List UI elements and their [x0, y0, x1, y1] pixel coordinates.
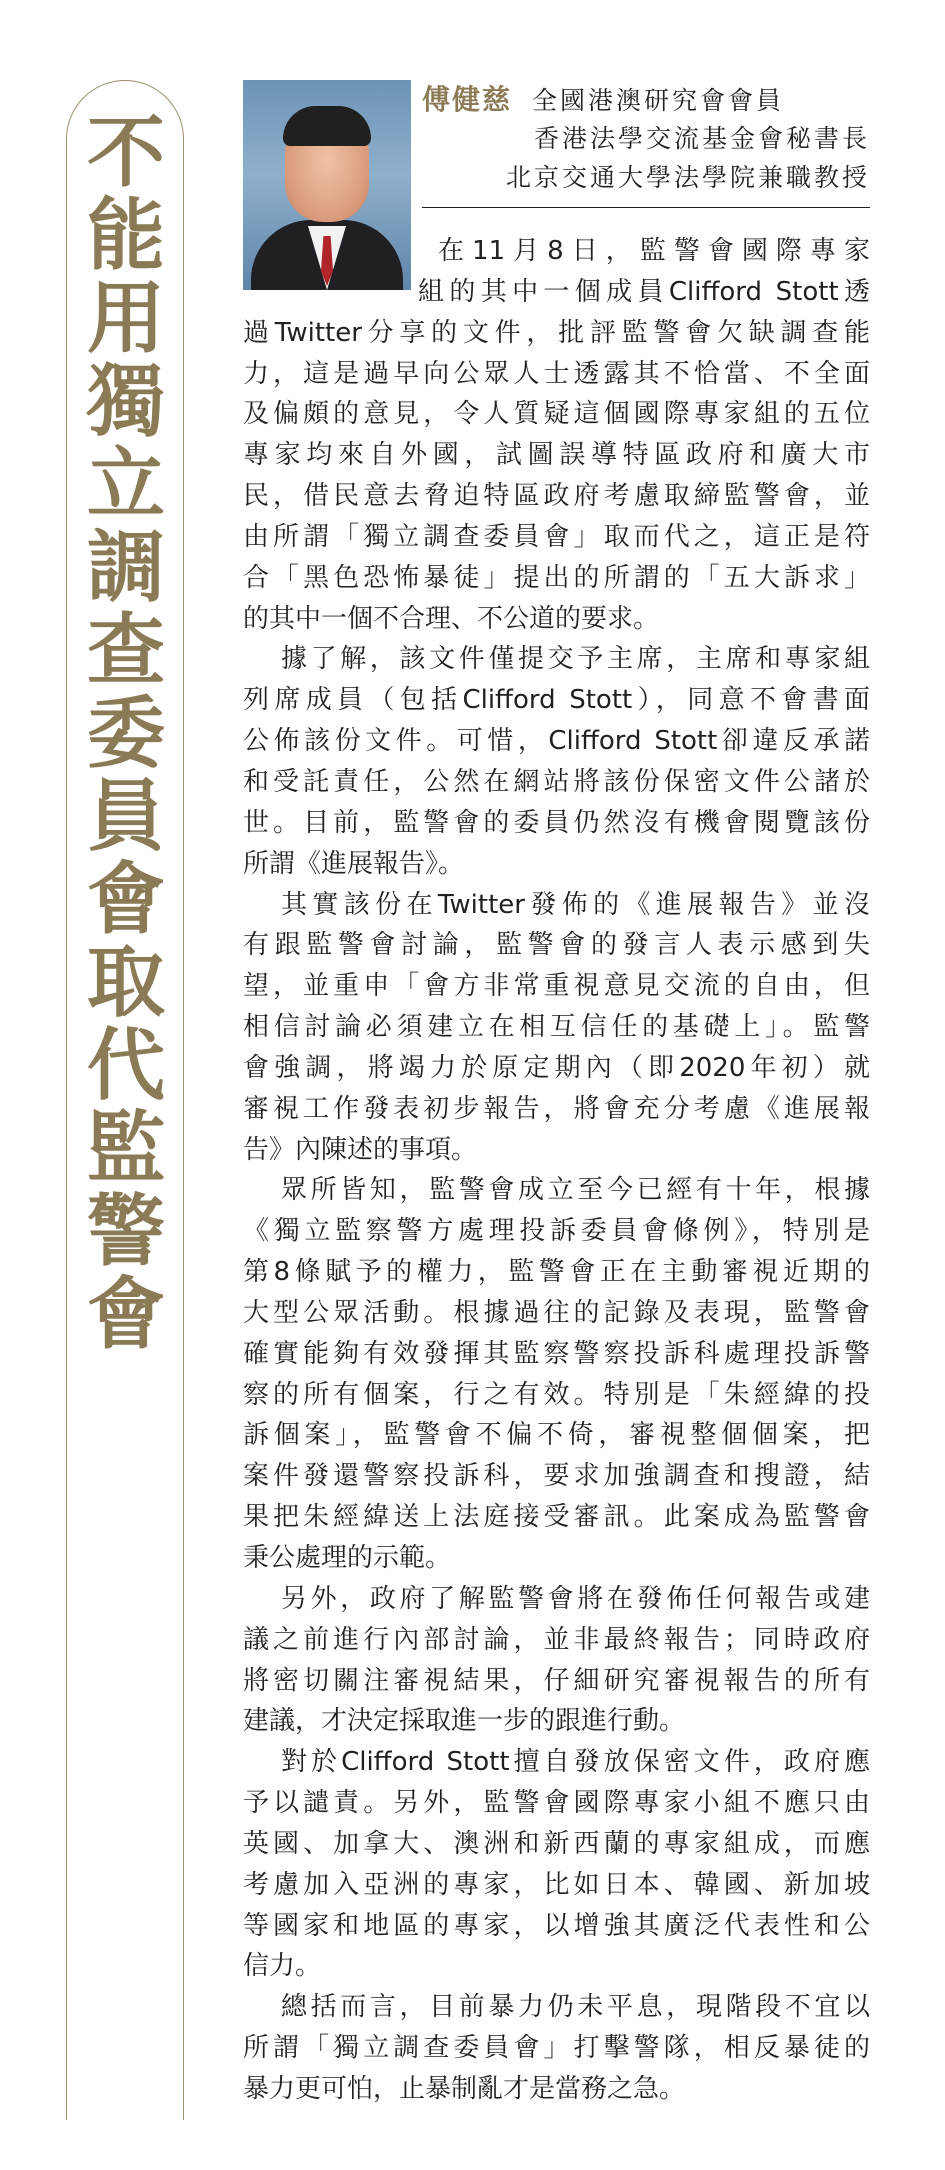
- body-line: 專家均來自外國，試圖誤導特區政府和廣大市: [243, 440, 870, 471]
- headline-char: 用: [86, 274, 165, 364]
- body-line: 所謂「獨立調查委員會」打擊警隊，相反暴徒的: [243, 2033, 870, 2064]
- body-line: 組的其中一個成員Clifford Stott透: [418, 276, 870, 307]
- body-line: 英國、加拿大、澳洲和新西蘭的專家組成，而應: [243, 1828, 870, 1859]
- body-line: 另外，政府了解監警會將在發佈任何報告或建: [281, 1583, 870, 1614]
- body-line: 公佈該份文件。可惜，Clifford Stott卻違反承諾: [243, 726, 870, 757]
- body-line: 望，並重申「會方非常重視意見交流的自由，但: [243, 971, 870, 1002]
- body-line: 予以譴責。另外，監警會國際專家小組不應只由: [243, 1788, 870, 1819]
- body-line: 合「黑色恐怖暴徒」提出的所謂的「五大訴求」: [243, 562, 870, 593]
- body-line: 大型公眾活動。根據過往的記錄及表現，監警會: [243, 1297, 870, 1328]
- body-line: 等國家和地區的專家，以增強其廣泛代表性和公: [243, 1910, 870, 1941]
- body-line: 對於Clifford Stott擅自發放保密文件，政府應: [281, 1747, 870, 1778]
- body-line: 相信討論必須建立在相互信任的基礎上」。監警: [243, 1012, 870, 1043]
- headline-char: 能: [86, 191, 165, 281]
- body-line: 議之前進行內部討論，並非最終報告；同時政府: [243, 1624, 870, 1655]
- headline-char: 會: [86, 855, 165, 945]
- body-line: 民，借民意去脅迫特區政府考慮取締監警會，並: [243, 481, 870, 512]
- author-title-3: 北京交通大學法學院兼職教授: [505, 163, 870, 192]
- headline-char: 警: [86, 1187, 165, 1277]
- body-line: 案件發還警察投訴科，要求加強調查和搜證，結: [243, 1461, 870, 1492]
- body-line: 果把朱經緯送上法庭接受審訊。此案成為監警會: [243, 1502, 870, 1533]
- body-line: 其實該份在Twitter發佈的《進展報告》並沒: [281, 889, 870, 920]
- body-line: 和受託責任，公然在網站將該份保密文件公諸於: [243, 766, 870, 797]
- body-line: 秉公處理的示範。: [243, 1543, 452, 1573]
- body-line: 考慮加入亞洲的專家，比如日本、韓國、新加坡: [243, 1869, 870, 1900]
- headline-char: 代: [86, 1021, 165, 1111]
- body-line: 確實能夠有效發揮其監察警察投訴科處理投訴警: [243, 1338, 870, 1369]
- body-line: 所謂《進展報告》。: [243, 848, 465, 879]
- body-line: 眾所皆知，監警會成立至今已經有十年，根據: [281, 1175, 870, 1206]
- author-row-1: [422, 80, 870, 119]
- body-line: 信力。: [243, 1951, 322, 1982]
- body-line: 及偏頗的意見，令人質疑這個國際專家組的五位: [243, 399, 870, 430]
- article-body: [243, 231, 870, 2110]
- body-line: 由所謂「獨立調查委員會」取而代之，這正是符: [243, 521, 870, 552]
- body-line: 告》內陳述的事項。: [243, 1134, 478, 1165]
- author-divider: [422, 207, 870, 208]
- author-title-2: 香港法學交流基金會秘書長: [533, 124, 870, 153]
- body-line: 力，這是過早向公眾人士透露其不恰當、不全面: [243, 358, 870, 389]
- headline-char: 查: [86, 606, 165, 696]
- author-name: 傅健慈: [422, 83, 513, 116]
- body-line: 據了解，該文件僅提交予主席，主席和專家組: [281, 644, 870, 675]
- headline-char: 不: [86, 108, 165, 198]
- body-line: 建議，才決定採取進一步的跟進行動。: [243, 1706, 686, 1737]
- body-line: 審視工作發表初步報告，將會充分考慮《進展報: [243, 1093, 870, 1124]
- author-title-1: 全國港澳研究會會員: [532, 86, 785, 115]
- body-line: 總括而言，目前暴力仍未平息，現階段不宜以: [281, 1992, 870, 2023]
- body-line: 的其中一個不合理、不公道的要求。: [243, 603, 660, 634]
- body-line: 將密切關注審視結果，仔細研究審視報告的所有: [243, 1665, 870, 1696]
- body-line: 《獨立監察警方處理投訴委員會條例》，特別是: [243, 1216, 870, 1247]
- headline: [78, 108, 174, 1360]
- body-line: 世。目前，監警會的委員仍然沒有機會閱覽該份: [243, 807, 870, 838]
- body-line: 在11月8日，監警會國際專家: [438, 236, 870, 266]
- body-line: 過Twitter分享的文件，批評監警會欠缺調查能: [243, 317, 870, 348]
- body-line: 有跟監警會討論，監警會的發言人表示感到失: [243, 930, 870, 961]
- body-line: 會強調，將竭力於原定期內（即2020年初）就: [243, 1052, 870, 1083]
- headline-char: 取: [86, 938, 165, 1028]
- headline-char: 委: [86, 689, 165, 779]
- headline-char: 員: [86, 772, 165, 862]
- body-line: 列席成員（包括Clifford Stott），同意不會書面: [243, 685, 870, 716]
- headline-char: 會: [86, 1270, 165, 1360]
- headline-char: 調: [86, 523, 165, 613]
- headline-char: 立: [86, 440, 165, 530]
- body-line: 察的所有個案，行之有效。特別是「朱經緯的投: [243, 1379, 870, 1410]
- body-line: 訴個案」，監警會不偏不倚，審視整個個案，把: [243, 1420, 870, 1451]
- headline-char: 獨: [86, 357, 165, 447]
- author-block: [422, 80, 870, 197]
- headline-char: 監: [86, 1104, 165, 1194]
- body-line: 第8條賦予的權力，監警會正在主動審視近期的: [243, 1257, 870, 1288]
- body-line: 暴力更可怕，止暴制亂才是當務之急。: [243, 2073, 686, 2104]
